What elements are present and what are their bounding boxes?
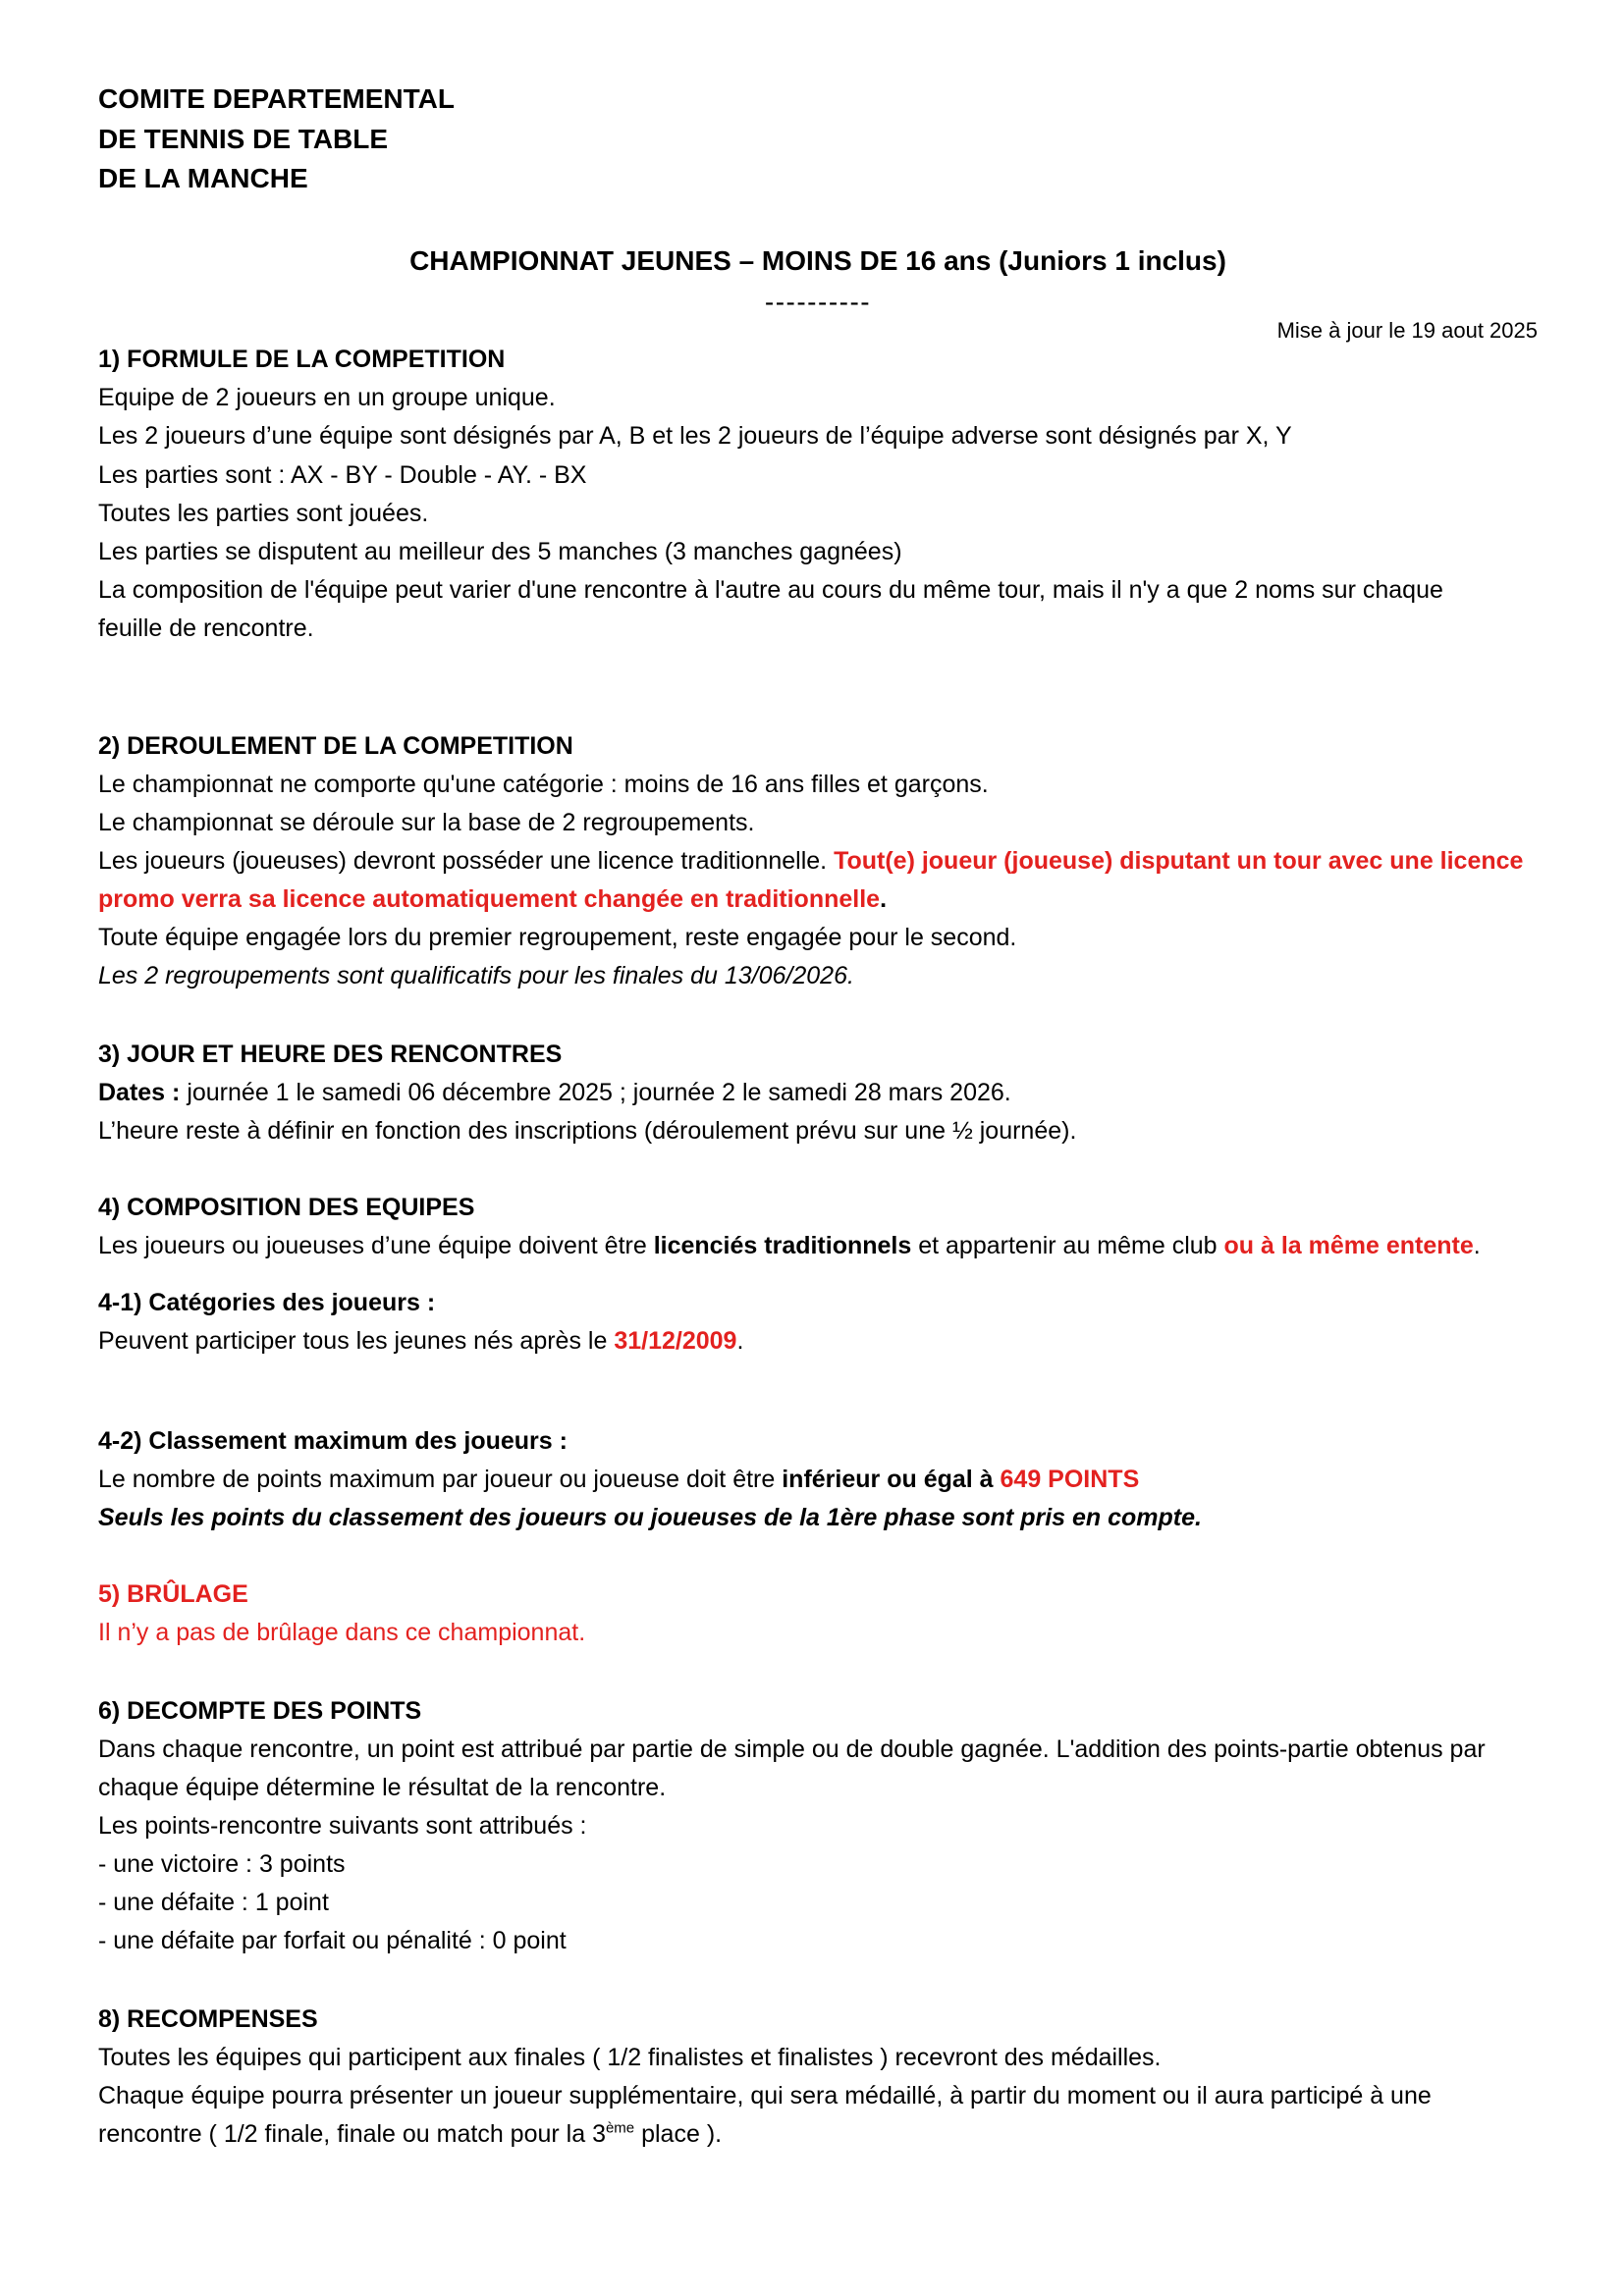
list-item: - une victoire : 3 points — [98, 1850, 346, 1878]
body-line: Toutes les parties sont jouées. — [98, 499, 429, 527]
body-line: Le championnat se déroule sur la base de 2 regroupements. — [98, 809, 755, 836]
body-line: Les 2 joueurs d’une équipe sont désignés par A, B et les 2 joueurs de l’équipe adverse sont désignés par X, Y — [98, 422, 1292, 451]
body-line: Dans chaque rencontre, un point est attribué par partie de simple ou de double gagnée. L'addition des points-partie obtenus par — [98, 1735, 1486, 1763]
body-line: feuille de rencontre. — [98, 614, 314, 643]
subsection-categories — [98, 1284, 1538, 1361]
text-run: et appartenir au même club — [911, 1232, 1224, 1259]
dates-value: journée 1 le samedi 06 décembre 2025 ; journée 2 le samedi 28 mars 2026. — [180, 1079, 1011, 1106]
list-item: - une défaite par forfait ou pénalité : 0 point — [98, 1927, 567, 1954]
text-run: Les joueurs ou joueuses d’une équipe doivent être — [98, 1232, 654, 1259]
points-limit: 649 POINTS — [1000, 1466, 1140, 1493]
organization-header — [98, 80, 1538, 199]
ordinal-superscript: ème — [605, 2119, 635, 2137]
body-line: Les parties se disputent au meilleur des 5 manches (3 manches gagnées) — [98, 537, 902, 565]
section-brulage — [98, 1575, 1538, 1652]
body-line: Chaque équipe pourra présenter un joueur supplémentaire, qui sera médaillé, à partir du moment ou il aura participé à une — [98, 2082, 1432, 2109]
section-heading: 8) RECOMPENSES — [98, 2005, 318, 2033]
text-run: . — [1473, 1232, 1481, 1259]
red-emphasis: ou à la même entente — [1223, 1232, 1474, 1259]
body-line: chaque équipe détermine le résultat de la rencontre. — [98, 1774, 667, 1801]
section-heading: 4) COMPOSITION DES EQUIPES — [98, 1194, 475, 1221]
section-recompenses — [98, 2001, 1538, 2154]
body-line: Le championnat ne comporte qu'une catégorie : moins de 16 ans filles et garçons. — [98, 771, 989, 798]
title-rule-block — [98, 283, 1538, 322]
org-name-line: DE LA MANCHE — [98, 163, 308, 193]
text-run: rencontre ( 1/2 finale, finale ou match pour la 3 — [98, 2120, 606, 2148]
section-formule — [98, 341, 1538, 649]
text-run: Les joueurs (joueuses) devront posséder une licence traditionnelle. — [98, 847, 835, 875]
body-line — [98, 842, 1538, 881]
body-line — [98, 881, 1538, 919]
subsection-heading: 4-1) Catégories des joueurs : — [98, 1289, 436, 1316]
text-run: Peuvent participer tous les jeunes nés après le — [98, 1327, 615, 1355]
birth-date-limit: 31/12/2009 — [614, 1327, 737, 1355]
body-line: Les parties sont : AX - BY - Double - AY. - BX — [98, 460, 587, 489]
body-line: Toute équipe engagée lors du premier regroupement, reste engagée pour le second. — [98, 924, 1017, 951]
bold-italic-note: Seuls les points du classement des joueurs ou joueuses de la 1ère phase sont pris en compte. — [98, 1504, 1202, 1531]
body-line: L’heure reste à définir en fonction des inscriptions (déroulement prévu sur une ½ journée). — [98, 1117, 1077, 1145]
body-line: Equipe de 2 joueurs en un groupe unique. — [98, 384, 556, 412]
text-run: Le nombre de points maximum par joueur ou joueuse doit être — [98, 1466, 783, 1493]
title-rule: ---------- — [764, 287, 872, 317]
bold-run: . — [880, 885, 888, 913]
body-line: Il n’y a pas de brûlage dans ce championnat. — [98, 1619, 586, 1646]
body-line: Toutes les équipes qui participent aux finales ( 1/2 finalistes et finalistes ) recevront des médailles. — [98, 2044, 1162, 2071]
body-line: Les points-rencontre suivants sont attribués : — [98, 1812, 587, 1840]
section-deroulement — [98, 727, 1538, 995]
text-run: place ). — [634, 2120, 723, 2148]
body-line — [98, 1074, 1538, 1112]
update-date-note: Mise à jour le 19 aout 2025 — [1276, 318, 1538, 343]
bold-run: inférieur ou égal à — [782, 1466, 1001, 1493]
body-line — [98, 1461, 1538, 1499]
body-line: La composition de l'équipe peut varier d'une rencontre à l'autre au cours du même tour, mais il n'y a que 2 noms sur chaque — [98, 576, 1443, 605]
org-name-line: DE TENNIS DE TABLE — [98, 123, 389, 154]
dates-label: Dates : — [98, 1079, 181, 1106]
red-emphasis: Tout(e) joueur (joueuse) disputant un tour avec une licence — [834, 847, 1524, 875]
section-horaires — [98, 1036, 1538, 1150]
section-heading: 1) FORMULE DE LA COMPETITION — [98, 346, 506, 373]
subsection-classement — [98, 1422, 1538, 1537]
section-heading: 2) DEROULEMENT DE LA COMPETITION — [98, 732, 573, 760]
section-composition — [98, 1189, 1538, 1265]
section-heading: 3) JOUR ET HEURE DES RENCONTRES — [98, 1041, 563, 1068]
list-item: - une défaite : 1 point — [98, 1889, 329, 1916]
org-name-line: COMITE DEPARTEMENTAL — [98, 83, 455, 114]
section-heading: 6) DECOMPTE DES POINTS — [98, 1697, 422, 1725]
section-heading: 5) BRÛLAGE — [98, 1580, 248, 1608]
section-decompte — [98, 1692, 1538, 1960]
bold-run: licenciés traditionnels — [653, 1232, 912, 1259]
text-run: . — [736, 1327, 744, 1355]
red-emphasis: promo verra sa licence automatiquement changée en traditionnelle — [98, 885, 881, 913]
body-line — [98, 2115, 1538, 2154]
subsection-heading: 4-2) Classement maximum des joueurs : — [98, 1427, 568, 1455]
document-title-block — [98, 241, 1538, 281]
body-line — [98, 1227, 1538, 1265]
body-line — [98, 1322, 1538, 1361]
italic-note: Les 2 regroupements sont qualificatifs pour les finales du 13/06/2026. — [98, 962, 854, 989]
document-title: CHAMPIONNAT JEUNES – MOINS DE 16 ans (Juniors 1 inclus) — [409, 245, 1226, 276]
